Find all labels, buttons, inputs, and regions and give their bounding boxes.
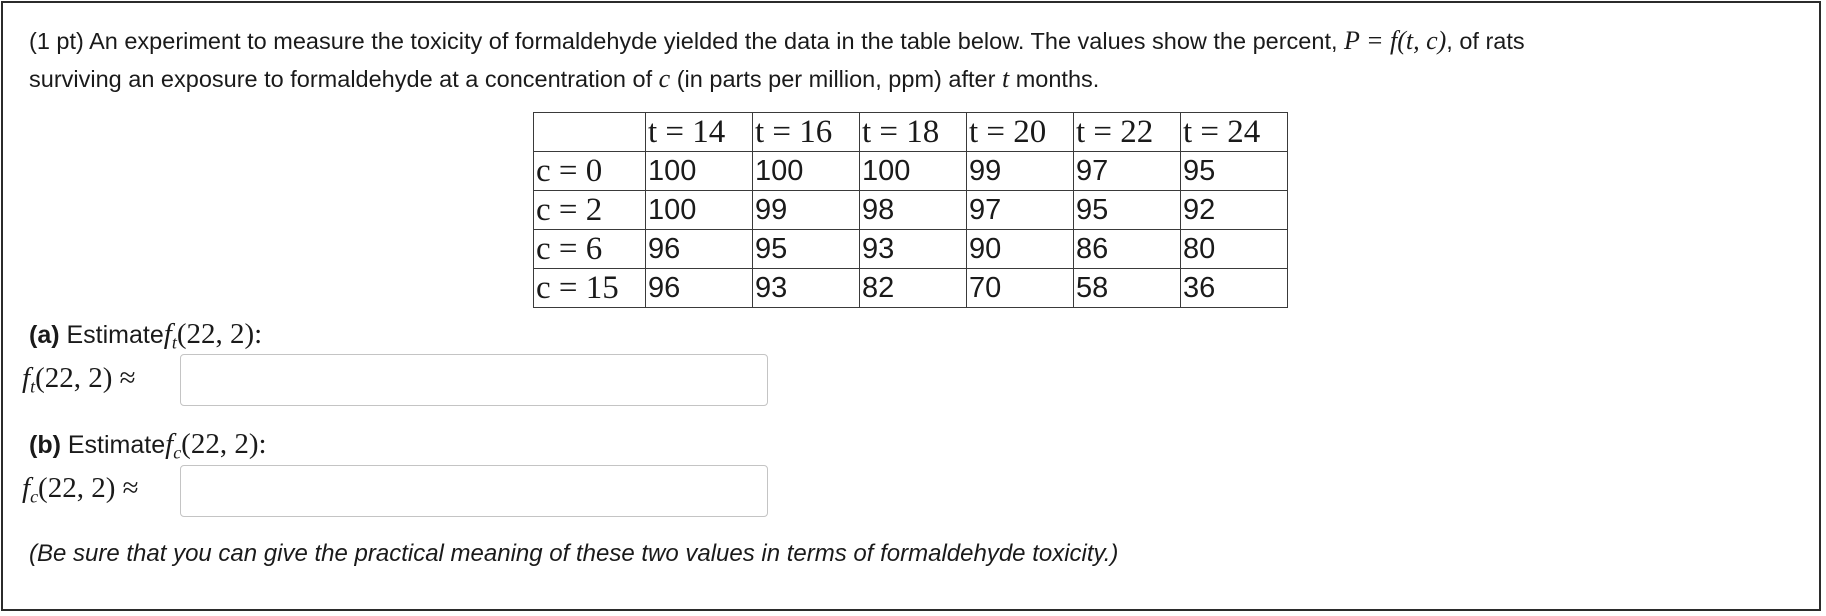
row-header: c = 2	[534, 191, 646, 230]
table-cell: 95	[753, 230, 860, 269]
intro-c-variable: c	[658, 64, 671, 93]
column-header: t = 24	[1181, 113, 1288, 152]
column-header: t = 18	[860, 113, 967, 152]
table-cell: 58	[1074, 269, 1181, 308]
toxicity-data-table	[533, 112, 1288, 308]
column-header: t = 16	[753, 113, 860, 152]
table-cell: 36	[1181, 269, 1288, 308]
part-b-answer-input[interactable]	[180, 465, 768, 517]
table-cell: 99	[753, 191, 860, 230]
problem-statement	[29, 22, 1809, 98]
table-cell: 100	[860, 152, 967, 191]
part-b-function: f	[165, 428, 174, 460]
table-cell: 95	[1074, 191, 1181, 230]
intro-line1-prefix: (1 pt) An experiment to measure the toxicity of formaldehyde yielded the data in the table below. The values show the percent,	[29, 28, 1345, 54]
table-cell: 92	[1181, 191, 1288, 230]
intro-line2-prefix: surviving an exposure to formaldehyde at a concentration of	[29, 66, 659, 92]
column-header: t = 14	[646, 113, 753, 152]
part-a-answer-label	[22, 362, 136, 397]
table-cell: 95	[1181, 152, 1288, 191]
table-cell: 100	[646, 152, 753, 191]
row-header: c = 6	[534, 230, 646, 269]
table-cell: 98	[860, 191, 967, 230]
part-a-args: (22, 2):	[176, 318, 263, 350]
intro-formula: P = f(t, c)	[1344, 26, 1447, 55]
table-corner-cell	[534, 113, 646, 152]
intro-t-variable: t	[1001, 64, 1010, 93]
part-a-prompt: Estimate	[59, 321, 164, 349]
part-b-answer-label	[22, 472, 139, 507]
table-cell: 93	[753, 269, 860, 308]
part-b-prompt: Estimate	[60, 431, 166, 459]
part-a-answer-input[interactable]	[180, 354, 768, 406]
part-a-label-args: (22, 2) ≈	[35, 362, 136, 394]
part-a-subscript: t	[171, 332, 177, 353]
table-cell: 100	[646, 191, 753, 230]
intro-line1-suffix: , of rats	[1446, 28, 1525, 54]
table-header-row	[534, 113, 1288, 152]
part-b-tag: (b)	[29, 431, 61, 459]
part-a-tag: (a)	[29, 321, 60, 349]
table-row	[534, 191, 1288, 230]
column-header: t = 20	[967, 113, 1074, 152]
table-row	[534, 269, 1288, 308]
intro-line2-middle: (in parts per million, ppm) after	[670, 66, 1002, 92]
part-a-label-function: f	[22, 362, 31, 394]
part-b-subscript: c	[173, 442, 182, 463]
table-row	[534, 230, 1288, 269]
row-header: c = 15	[534, 269, 646, 308]
intro-line2-suffix: months.	[1009, 66, 1100, 92]
row-header: c = 0	[534, 152, 646, 191]
practical-meaning-note: (Be sure that you can give the practical meaning of these two values in terms of formaldehyde toxicity.)	[29, 540, 1119, 567]
table-cell: 97	[967, 191, 1074, 230]
column-header: t = 22	[1074, 113, 1181, 152]
table-cell: 93	[860, 230, 967, 269]
table-cell: 99	[967, 152, 1074, 191]
part-a-label-subscript: t	[30, 376, 36, 397]
table-cell: 97	[1074, 152, 1181, 191]
part-a-function: f	[163, 318, 172, 350]
table-cell: 100	[753, 152, 860, 191]
table-cell: 96	[646, 230, 753, 269]
part-b-label-args: (22, 2) ≈	[38, 472, 139, 504]
table-row	[534, 152, 1288, 191]
part-a-heading	[29, 318, 262, 353]
part-b-args: (22, 2):	[181, 428, 267, 460]
table-cell: 96	[646, 269, 753, 308]
part-b-label-function: f	[22, 472, 31, 504]
part-b-heading	[29, 428, 267, 463]
table-cell: 90	[967, 230, 1074, 269]
table-cell: 70	[967, 269, 1074, 308]
part-b-label-subscript: c	[30, 486, 39, 507]
table-cell: 80	[1181, 230, 1288, 269]
table-cell: 82	[860, 269, 967, 308]
table-cell: 86	[1074, 230, 1181, 269]
